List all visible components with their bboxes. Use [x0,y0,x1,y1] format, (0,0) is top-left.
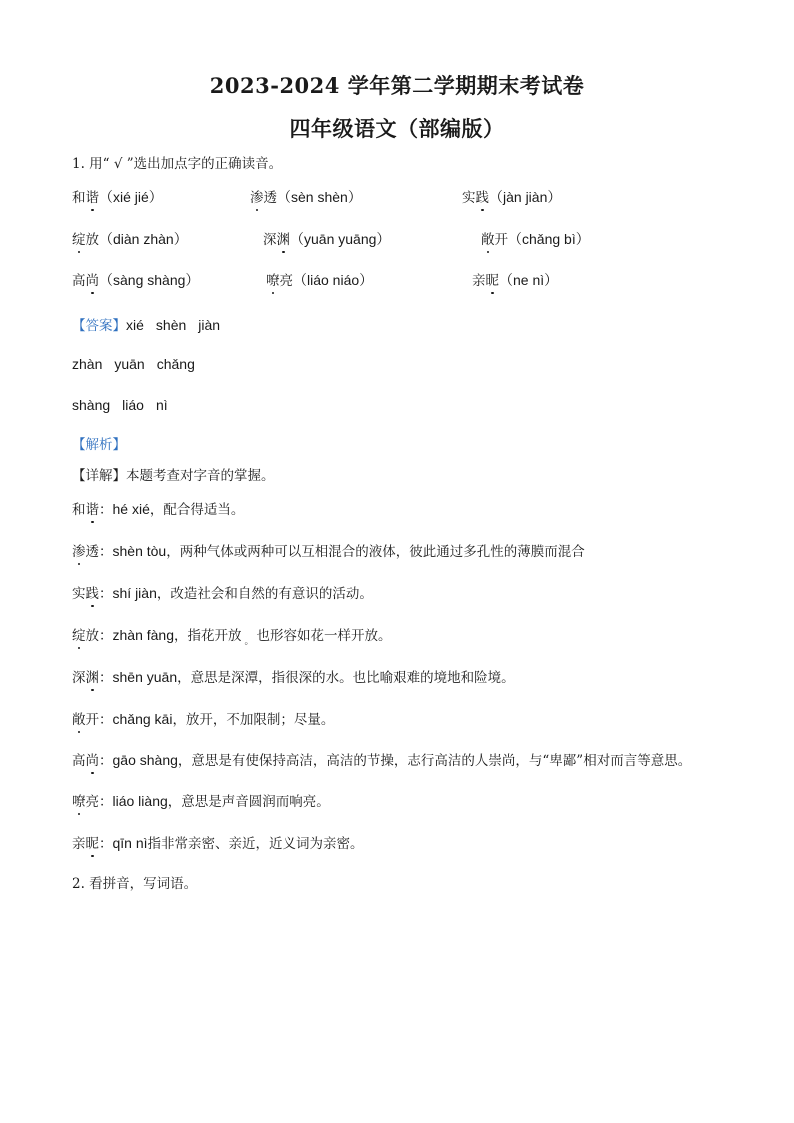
word-char: 尚 [85,753,99,769]
detail-text: ，配合得适当。 [149,502,245,518]
detail-text: 也形容如花一样开放。 [256,628,392,644]
word-char: 尚 [85,273,99,289]
colon: ： [99,753,113,769]
detail-line [72,790,330,810]
choice-item [472,269,558,290]
word-char: 嘹 [266,273,280,289]
word-char: 谐 [85,190,99,206]
detail-pinyin: hé xié [112,501,150,517]
choice-item [72,269,199,290]
pinyin-options: （jàn jiàn） [489,189,562,205]
detail-pinyin: zhàn fàng [112,627,174,643]
word-char: 亮 [85,794,99,810]
answer-line [126,317,232,333]
word-char: 昵 [85,836,99,852]
word-char: 践 [475,190,489,206]
word [72,544,99,560]
detail-line [72,666,515,686]
detail-punct: 。 [244,636,254,647]
detail-text: ，意思是深潭，指很深的水。也比喻艰难的境地和险境。 [177,670,515,686]
pinyin-options: （diàn zhàn） [99,231,188,247]
detail-pinyin: shí jiàn [112,585,157,601]
word-char: 渊 [276,232,290,248]
answer-line [72,356,207,372]
detail-text: ，放开，不加限制；尽量。 [172,712,335,728]
detail-text: ，意思是有使保持高洁，高洁的节操，志行高洁的人崇尚，与“卑鄙”相对而言等意思。 [177,753,692,769]
choice-item [462,186,561,207]
word [266,273,293,289]
answer-word: chǎng [156,356,195,372]
word-char: 嘹 [72,794,86,810]
word-char: 渗 [72,544,86,560]
answer-word: shàng [72,397,111,413]
word [250,190,277,206]
word-char: 绽 [72,232,86,248]
word [72,836,99,852]
choice-item [72,186,163,207]
word-char: 深 [263,232,277,248]
choice-item [263,228,390,249]
colon: ： [99,586,113,602]
word [72,670,99,686]
word-char: 深 [72,670,86,686]
detail-pinyin: liáo liàng [112,793,168,809]
word [72,273,99,289]
answer-word: jiàn [198,317,221,333]
word-char: 昵 [485,273,499,289]
word-char: 高 [72,753,86,769]
detail-line [72,498,244,518]
word-char: 亮 [279,273,293,289]
word-char: 开 [85,712,99,728]
word [72,712,99,728]
detail-intro: 【详解】本题考查对字音的掌握。 [72,468,275,484]
detail-text: 指非常亲密、亲近，近义词为亲密。 [147,836,364,852]
word-char: 透 [263,190,277,206]
pinyin-options: （yuān yuāng） [290,231,391,247]
choice-item [250,186,362,207]
detail-line [72,582,373,602]
pinyin-options: （chǎng bì） [508,231,590,247]
detail-line [72,624,392,647]
word-char: 践 [85,586,99,602]
word-char: 亲 [72,836,86,852]
pinyin-options: （liáo niáo） [293,272,374,288]
word [462,190,489,206]
word-char: 敞 [72,712,86,728]
word [72,628,99,644]
detail-line [72,749,691,769]
colon: ： [99,836,113,852]
answer-word: shèn [155,317,187,333]
answer-word: xié [126,317,144,333]
word [72,190,99,206]
word [72,794,99,810]
pinyin-options: （ne nì） [499,272,559,288]
choice-item [72,228,188,249]
answer-word: nì [155,397,168,413]
word-char: 放 [85,628,99,644]
word [72,502,99,518]
detail-text: ，两种气体或两种可以互相混合的液体，彼此通过多孔性的薄膜而混合 [166,544,585,560]
exam-subtitle: 四年级语文（部编版） [289,116,505,141]
choice-item [266,269,373,290]
word-char: 放 [85,232,99,248]
pinyin-options: （sàng shàng） [99,272,200,288]
word [72,232,99,248]
word-char: 高 [72,273,86,289]
detail-pinyin: chǎng kāi [112,711,173,727]
colon: ： [99,712,113,728]
word-char: 和 [72,190,86,206]
word-char: 渗 [250,190,264,206]
word [472,273,499,289]
detail-line [72,832,364,852]
colon: ： [99,628,113,644]
colon: ： [99,502,113,518]
question-1-prompt: 1. 用“ √ ”选出加点字的正确读音。 [72,156,283,172]
word-char: 开 [494,232,508,248]
analysis-tag: 【解析】 [72,437,126,453]
answer-row [72,314,232,334]
colon: ： [99,544,113,560]
word-char: 实 [462,190,476,206]
detail-text: ，意思是声音圆润而响亮。 [167,794,330,810]
answer-word: zhàn [72,356,103,372]
exam-title: 2023-2024 学年第二学期期末考试卷 [209,73,585,98]
choice-item [481,228,590,249]
detail-pinyin: shèn tòu [112,543,167,559]
word [72,753,99,769]
colon: ： [99,670,113,686]
answer-word: yuān [114,356,145,372]
detail-pinyin: qīn nì [112,835,148,851]
detail-text: ，指花开放 [174,628,242,644]
word-char: 敞 [481,232,495,248]
pinyin-options: （sèn shèn） [277,189,362,205]
pinyin-options: （xié jié） [99,189,163,205]
word-char: 谐 [85,502,99,518]
word-char: 绽 [72,628,86,644]
word-char: 亲 [472,273,486,289]
answer-line [72,397,180,413]
word [72,586,99,602]
question-2-prompt: 2. 看拼音，写词语。 [72,876,198,892]
detail-pinyin: gāo shàng [112,752,178,768]
word-char: 实 [72,586,86,602]
word [481,232,508,248]
colon: ： [99,794,113,810]
word [263,232,290,248]
detail-line [72,540,585,560]
answer-tag: 【答案】 [72,318,126,334]
word-char: 渊 [85,670,99,686]
detail-pinyin: shēn yuān [112,669,178,685]
detail-line [72,708,334,728]
answer-word: liáo [122,397,144,413]
word-char: 透 [85,544,99,560]
detail-text: ，改造社会和自然的有意识的活动。 [156,586,373,602]
word-char: 和 [72,502,86,518]
